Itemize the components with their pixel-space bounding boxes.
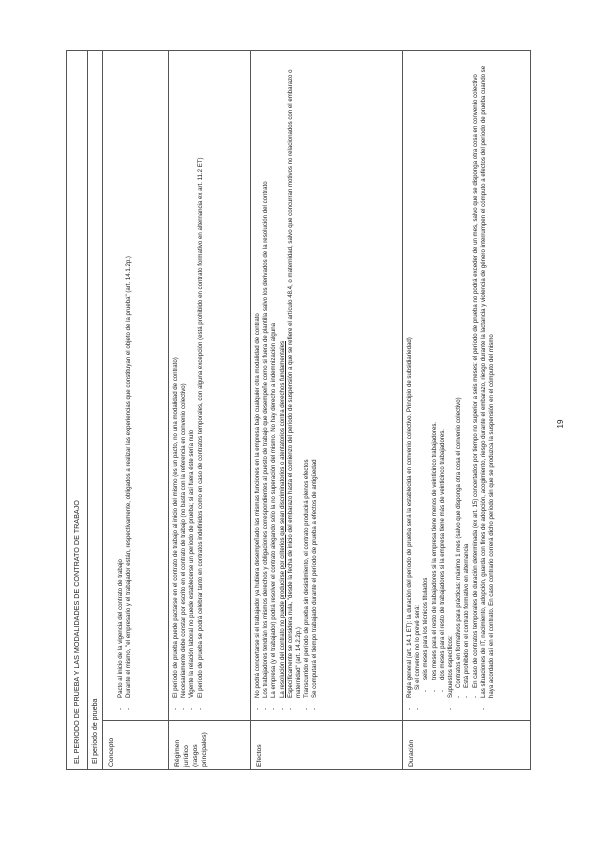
list-item: - La resolución del contrato no puede producirse por criterios que sean discriminatorios o atentatorios contra derechos fundamentales [279,54,287,716]
list-item: - Necesariamente debe constar por escrito en el contrato de trabajo (no basta con la referencia en convenio colectivo) [180,54,188,716]
list-item: - Regla general (art. 14.1 ET): la duración del período de prueba será la establecida en convenio colectivo. Principio de subsidiariedad) [406,54,414,716]
list-item: - La empresa (y el trabajador) podrá resolver el contrato alegando sólo la no superación del mismo. No hay derecho a indemnización alguna [270,54,278,716]
table-subtitle: El período de prueba [88,50,103,770]
sub-item: - tres meses para el resto de trabajadores si la empresa tiene menos de veinticinco trabajadores. [431,54,439,716]
sub-item: - En caso de contratos temporales de duración determinada (ex art. 15) concertados por tiempo no superior a seis meses: el período de prueba no podrá exceder de un mes, salvo que se disponga otra cosa en convenio colectivo [472,54,480,716]
list-item: - El período de prueba se podrá celebrar tanto en contratos indefinidos como en caso de contratos temporales, con alguna excepción (está prohibido en contrato formativo en alternancia ex art. 11.2 ET) [197,54,205,716]
list-item: - Los trabajadores tendrán los mismos derechos y obligaciones correspondientes al puesto de trabajo que desempeñe como si fuera de plantilla salvo los derivados de la resolución del contrato [262,54,270,716]
sub-item: - dos meses para el resto de trabajadores si la empresa tiene más de veinticinco trabajadores. [439,54,447,716]
row-regimen [169,50,251,770]
list-item: - Pacto al inicio de la vigencia del contrato de trabajo [117,54,125,716]
list-item: - El período de prueba puede pactarse en el contrato de trabajo al inicio del mismo (es un pacto, no una modalidad de contrato) [172,54,180,716]
row-content [251,50,402,720]
table-title: EL PERIODO DE PRUEBA Y LAS MODALIDADES DE CONTRATO DE TRABAJO [66,50,88,770]
list-item: - Transcurrido el período de prueba sin desistimiento, el contrato producirá plenos efectos [303,54,311,716]
list-item: - Durante el mismo, "el empresario y el trabajador están, respectivamente, obligados a realizar las experiencias que constituyan el objeto de la prueba" (art. 14.1.2p.) [125,54,133,716]
sub-item: - Está prohibido en el contrato formativo en alternancia [463,54,471,716]
sub-item: - Contratos en formativos para prácticas: máximo 1 mes (salvo que disponga otra cosa el convenio colectivo) [455,54,463,716]
list-item: - Se computará el tiempo trabajado durante el período de prueba a efectos de antigüedad [311,54,319,716]
row-duracion [403,50,531,770]
row-concepto [103,50,169,770]
rotated-table [66,50,531,770]
list-item: - Si el convenio no lo prevé será: [414,54,422,716]
row-content [403,50,531,720]
row-content [103,50,168,720]
row-label: Efectos [251,720,402,770]
list-item: - No podrá concertarse si el trabajador ya hubiera desempeñado las mismas funciones en la empresa bajo cualquier otra modalidad de contrato [254,54,262,716]
list-item: - Vigente la relación laboral no puede establecerse un período de prueba; si así fuera éste sería nulo [188,54,196,716]
list-item: - Las situaciones de IT, nacimiento, adopción, guarda con fines de adopción, acogimiento, riesgo durante el embarazo, riesgo durante la lactancia y violencia de género interrumpen el cómputo a efectos del período de prueba cuando se haya acordado así en el contrato. En caso contrario correrá dicho período sin que se produzca la suspensión en el cómputo del mismo [480,54,496,716]
row-efectos [251,50,403,770]
row-label: Concepto [103,720,168,770]
page-number: 19 [556,419,565,429]
sub-item: - seis meses para los técnicos titulados [422,54,430,716]
list-item: - Supuestos específicos: [447,54,455,716]
row-label: Duración [403,720,531,770]
list-item: - Específicamente se considera nula, "desde la fecha de inicio del embarazo hasta el comienzo del período de suspensión a que se refiere el artículo 48.4, o maternidad, salvo que concurran motivos no relacionados con el embarazo o maternidad" (art. 14.2.2p.) [287,54,303,716]
row-label: Régimen jurídico (rasgos principales) [169,720,250,770]
row-content [169,50,250,720]
